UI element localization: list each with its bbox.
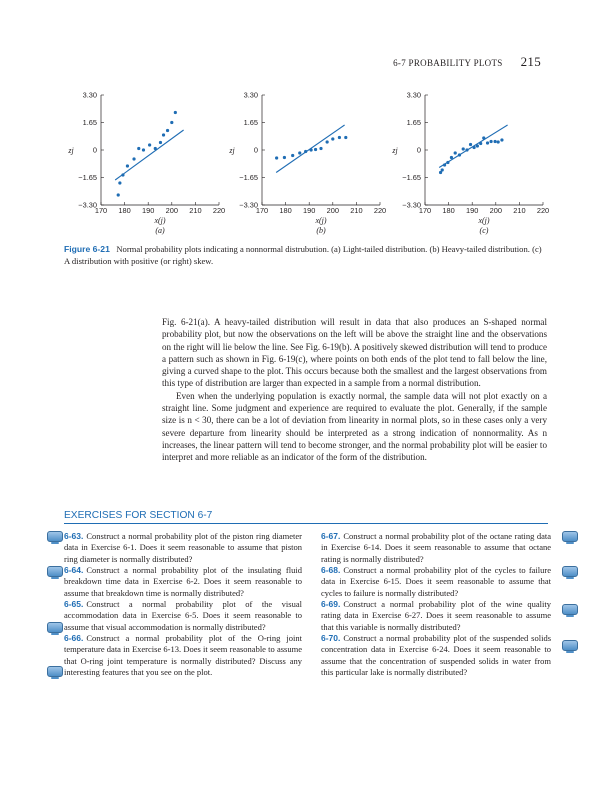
data-point — [154, 147, 157, 150]
data-point — [441, 168, 444, 171]
y-tick-label: −1.65 — [402, 173, 421, 183]
computer-icon — [562, 531, 578, 544]
figure-caption — [64, 244, 548, 267]
y-tick-label: −1.65 — [78, 173, 97, 183]
computer-icon — [47, 622, 63, 635]
y-tick-label: 0 — [416, 145, 421, 155]
panel-label: (c) — [479, 226, 489, 235]
data-point — [458, 153, 461, 156]
y-tick-label: 0 — [253, 145, 258, 155]
data-point — [166, 129, 169, 132]
figure-caption-text: Normal probability plots indicating a nonnormal distrubution. (a) Light-tailed distribution. (b) Heavy-tailed distribution. (c) A distribution with positive (or right) skew. — [64, 244, 542, 266]
fit-line — [115, 130, 183, 180]
x-tick-label: 220 — [373, 206, 387, 215]
x-tick-label: 170 — [255, 206, 269, 215]
data-point — [344, 136, 347, 139]
y-axis-label: zj — [68, 146, 74, 155]
computer-icon — [562, 640, 578, 653]
y-tick-label: −1.65 — [239, 173, 258, 183]
exercise-text: Construct a normal probability plot of the O-ring joint temperature data in Exercise 6-13. Does it seem reasonable to assume that O-ring joint temperature is normally distributed? Discuss any interesting features that you see on the plot. — [64, 633, 302, 678]
exercise-text: Construct a normal probability plot of the visual accommodation data in Exercise 6-5. Does it seem reasonable to assume that visual accommodation is normally distributed? — [64, 599, 302, 632]
computer-icon — [562, 604, 578, 617]
data-point — [338, 136, 341, 139]
x-tick-label: 210 — [189, 206, 202, 215]
exercise-number: 6-69. — [321, 599, 341, 610]
y-tick-label: 1.65 — [406, 118, 421, 128]
x-tick-label: 200 — [489, 206, 502, 215]
exercise-item — [64, 599, 302, 633]
exercise-item — [321, 633, 551, 678]
y-tick-label: −3.30 — [78, 200, 97, 210]
x-tick-label: 180 — [279, 206, 292, 215]
data-point — [319, 147, 322, 150]
page-number: 215 — [520, 54, 541, 69]
exercise-text: Construct a normal probability plot of the octane rating data in Exercise 6-14. Does it seem reasonable to assume that octane rating is normally distributed? — [321, 531, 551, 564]
y-axis-label: zj — [392, 146, 398, 155]
data-point — [493, 140, 496, 143]
x-axis-label: x(j) — [315, 216, 327, 225]
figure-label: Figure 6-21 — [64, 244, 110, 254]
plot-panel — [67, 91, 225, 235]
exercise-number: 6-67. — [321, 531, 341, 541]
data-point — [479, 142, 482, 145]
data-point — [462, 147, 465, 150]
x-tick-label: 170 — [94, 206, 108, 215]
exercises-heading: EXERCISES FOR SECTION 6-7 — [64, 510, 548, 524]
section-title: 6-7 PROBABILITY PLOTS — [393, 58, 503, 68]
data-point — [162, 133, 165, 136]
data-point — [137, 147, 140, 150]
x-tick-label: 170 — [418, 206, 432, 215]
x-tick-label: 210 — [350, 206, 363, 215]
data-point — [314, 148, 317, 151]
data-point — [326, 140, 329, 143]
data-point — [476, 144, 479, 147]
data-point — [126, 164, 129, 167]
exercise-text: Construct a normal probability plot of the piston ring diameter data in Exercise 6-1. Does it seem reasonable to assume that piston ring diameter is normally distributed? — [64, 531, 302, 564]
data-point — [497, 140, 500, 143]
plot-panel — [391, 91, 549, 235]
exercise-item — [321, 599, 551, 633]
y-tick-label: −3.30 — [402, 200, 421, 210]
plot-panel — [228, 91, 386, 235]
data-point — [450, 156, 453, 159]
y-axis-label: zj — [229, 146, 235, 155]
data-point — [489, 140, 492, 143]
data-point — [170, 121, 173, 124]
y-tick-label: −3.30 — [239, 200, 258, 210]
y-tick-label: 3.30 — [243, 90, 258, 100]
data-point — [486, 141, 489, 144]
exercises-right-column — [321, 531, 551, 678]
data-point — [454, 151, 457, 154]
x-tick-label: 190 — [466, 206, 479, 215]
exercise-text: Construct a normal probability plot of the suspended solids concentration data in Exercise 6-24. Does it seem reasonable to assume that the concentration of suspended solids in water from this particular lake is normally distributed? — [321, 633, 551, 678]
x-axis-label: x(j) — [478, 216, 490, 225]
exercise-number: 6-66. — [64, 633, 84, 644]
panel-label: (b) — [316, 226, 326, 235]
data-point — [132, 157, 135, 160]
data-point — [291, 154, 294, 157]
exercise-number: 6-63. — [64, 531, 84, 541]
data-point — [275, 156, 278, 159]
data-point — [472, 146, 475, 149]
y-tick-label: 1.65 — [82, 118, 97, 128]
paragraph: Even when the underlying population is exactly normal, the sample data will not plot exactly on a straight line. Some judgment and experience are required to evaluate the plot. Generally, if the sample size is n < 30, there can be a lot of deviation from linearity in normal plots, so in these cases only a very severe departure from linearity should be interpreted as a strong indication of nonnormality. As n increases, the linear pattern will tend to become stronger, and the normal probability plot will be easier to interpret and more reliable as an indicator of the form of the distribution. — [162, 390, 547, 463]
data-point — [159, 141, 162, 144]
data-point — [309, 148, 312, 151]
body-text — [162, 316, 547, 464]
figure-6-21 — [0, 0, 609, 240]
exercise-text: Construct a normal probability plot of the wine quality rating data in Exercise 6-27. Does it seem reasonable to assume that this variable is normally distributed? — [321, 599, 551, 632]
data-point — [283, 156, 286, 159]
data-point — [446, 161, 449, 164]
data-point — [117, 193, 120, 196]
computer-icon — [47, 531, 63, 544]
data-point — [118, 181, 121, 184]
data-point — [304, 150, 307, 153]
data-point — [174, 111, 177, 114]
data-point — [331, 137, 334, 140]
exercise-number: 6-70. — [321, 633, 341, 644]
exercise-text: Construct a normal probability plot of the insulating fluid breakdown time data in Exercise 6-2. Does it seem reasonable to assume that breakdown time is normally distributed? — [64, 565, 302, 598]
exercise-number: 6-64. — [64, 565, 84, 576]
x-tick-label: 220 — [212, 206, 226, 215]
x-tick-label: 190 — [303, 206, 316, 215]
y-tick-label: 1.65 — [243, 118, 258, 128]
exercise-item — [321, 565, 551, 599]
data-point — [121, 173, 124, 176]
data-point — [465, 148, 468, 151]
computer-icon — [47, 566, 63, 579]
panel-label: (a) — [155, 226, 165, 235]
exercise-item — [64, 565, 302, 599]
x-tick-label: 220 — [536, 206, 550, 215]
data-point — [469, 143, 472, 146]
data-point — [443, 163, 446, 166]
x-tick-label: 190 — [142, 206, 155, 215]
data-point — [500, 138, 503, 141]
exercise-item — [64, 531, 302, 565]
exercise-item — [64, 633, 302, 678]
x-tick-label: 200 — [165, 206, 178, 215]
y-tick-label: 3.30 — [82, 90, 97, 100]
exercise-number: 6-68. — [321, 565, 341, 576]
x-tick-label: 200 — [326, 206, 339, 215]
exercises-left-column — [64, 531, 302, 678]
computer-icon — [47, 666, 63, 679]
data-point — [298, 151, 301, 154]
data-point — [142, 148, 145, 151]
x-tick-label: 180 — [442, 206, 455, 215]
exercise-text: Construct a normal probability plot of the cycles to failure data in Exercise 6-15. Does it seem reasonable to assume that cycles to failure is normally distributed? — [321, 565, 551, 598]
paragraph: Fig. 6-21(a). A heavy-tailed distribution will result in data that also produces an S-shaped normal probability plot, but now the observations on the left will be above the straight line and the observations on the right will lie below the line. See Fig. 6-19(b). A positively skewed distribution will tend to produce a pattern such as shown in Fig. 6-19(c), where points on both ends of the plot tend to fall below the line, giving a curved shape to the plot. This occurs because both the smallest and the largest observations from this type of distribution are larger than expected in a sample from a normal distribution. — [162, 317, 547, 389]
data-point — [148, 143, 151, 146]
x-tick-label: 180 — [118, 206, 131, 215]
y-tick-label: 3.30 — [406, 90, 421, 100]
computer-icon — [562, 566, 578, 579]
y-tick-label: 0 — [92, 145, 97, 155]
data-point — [482, 136, 485, 139]
exercise-number: 6-65. — [64, 599, 84, 610]
x-axis-label: x(j) — [154, 216, 166, 225]
exercise-item — [321, 531, 551, 565]
x-tick-label: 210 — [513, 206, 526, 215]
